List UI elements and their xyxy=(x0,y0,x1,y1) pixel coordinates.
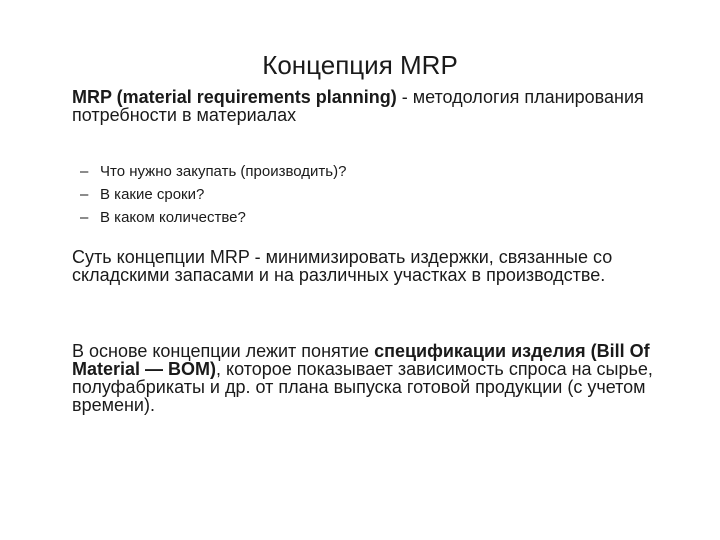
essence-paragraph: Суть концепции MRP - минимизировать издержки, связанные со складскими запасами и на различных участках в производстве. xyxy=(72,247,613,285)
question-text: В каком количестве? xyxy=(100,209,246,226)
slide-title: Концепция MRP xyxy=(262,50,458,80)
basis-rest: , которое показывает зависимость спроса на сырье, полуфабрикаты и др. от плана выпуска готовой продукции (с учетом времени). xyxy=(72,359,653,415)
dash-marker: – xyxy=(80,163,89,180)
mrp-term: MRP (material requirements planning) xyxy=(72,87,397,107)
mrp-definition-paragraph xyxy=(72,88,672,124)
list-item xyxy=(80,206,640,229)
question-text: В какие сроки? xyxy=(100,186,205,203)
list-item xyxy=(80,160,640,183)
questions-list xyxy=(80,160,640,229)
dash-marker: – xyxy=(80,209,89,226)
basis-paragraph xyxy=(72,342,672,414)
bom-term: спецификации изделия (Bill Of Material — BOM) xyxy=(72,341,650,379)
list-item xyxy=(80,183,640,206)
dash-marker: – xyxy=(80,186,89,203)
basis-lead: В основе концепции лежит понятие xyxy=(72,341,375,361)
mrp-definition-text: - методология планирования потребности в материалах xyxy=(72,87,644,125)
question-text: Что нужно закупать (производить)? xyxy=(100,163,347,180)
